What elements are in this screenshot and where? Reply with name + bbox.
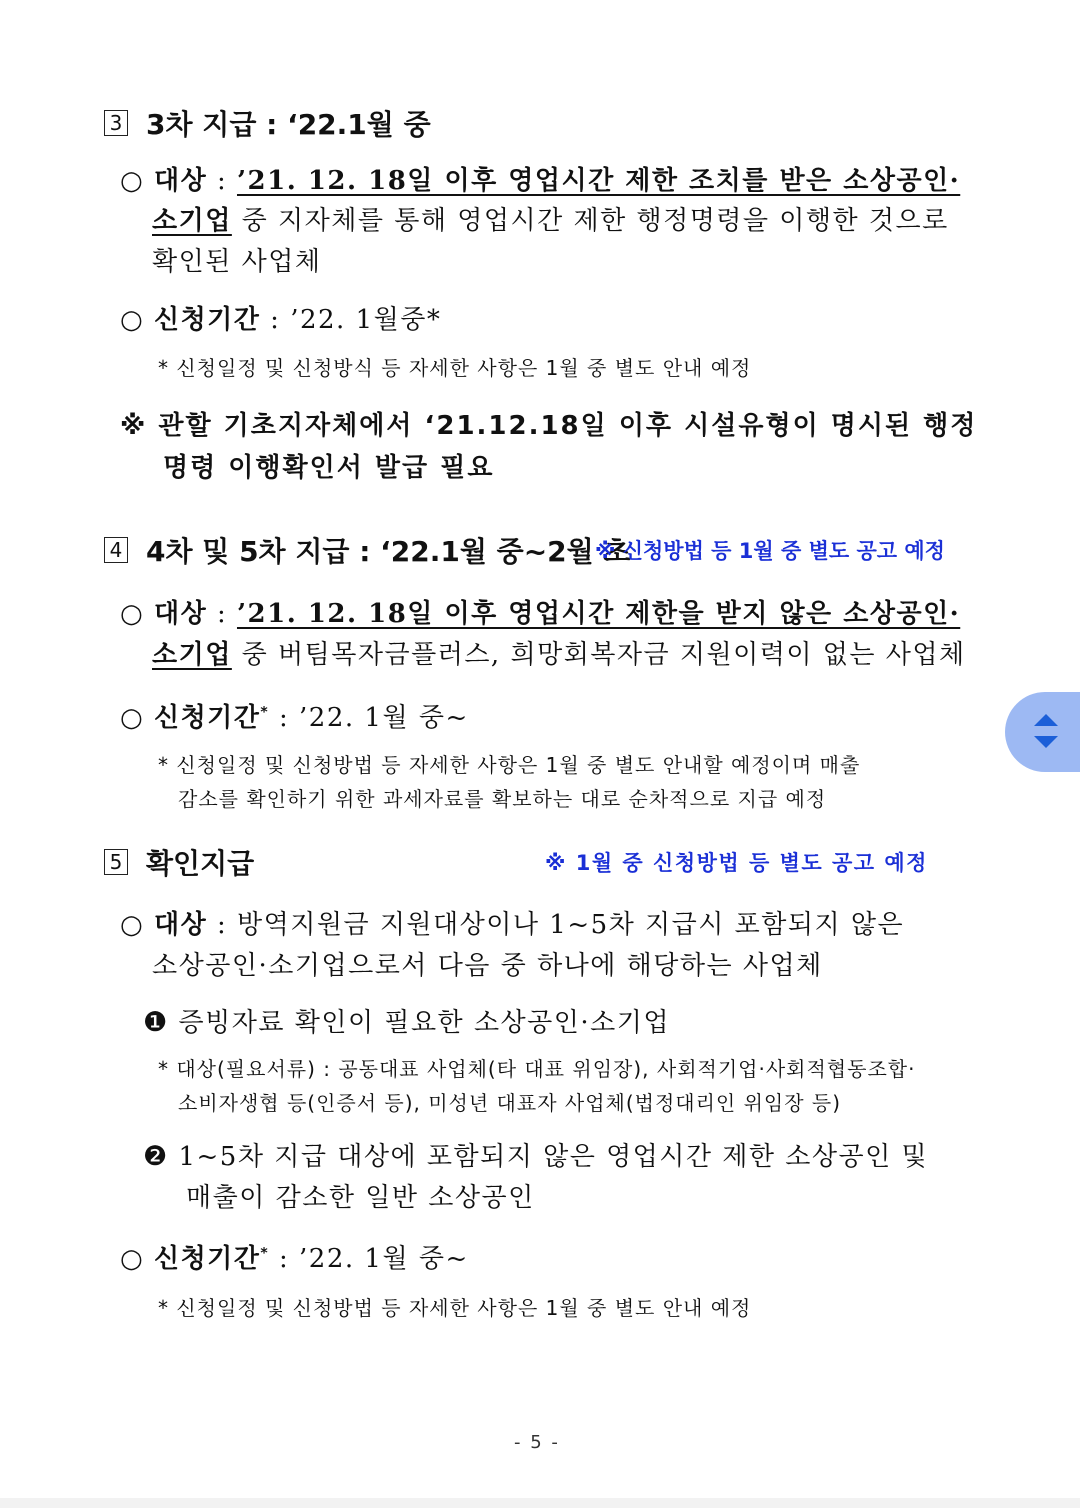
section-number-box: 3 (104, 110, 128, 136)
s3-target-line1: ○ 대상 : ’21. 12. 18일 이후 영업시간 제한 조치를 받은 소상공인· (120, 166, 961, 196)
s5-period-note: * 신청일정 및 신청방법 등 자세한 사항은 1월 중 별도 안내 예정 (158, 1296, 752, 1320)
page-number: - 5 - (514, 1432, 560, 1453)
s5-item2-line2: 매출이 감소한 일반 소상공인 (186, 1183, 535, 1213)
s4-target-line2: 소기업 중 버팀목자금플러스, 희망회복자금 지원이력이 없는 사업체 (152, 640, 966, 670)
s5-target-line2: 소상공인·소기업으로서 다음 중 하나에 해당하는 사업체 (152, 951, 823, 981)
bottom-strip (0, 1498, 1080, 1508)
section-number-box: 5 (104, 849, 128, 875)
s3-target-line2: 소기업 중 지자체를 통해 영업시간 제한 행정명령을 이행한 것으로 (152, 206, 949, 236)
s5-item1: ❶ 증빙자료 확인이 필요한 소상공인·소기업 (143, 1007, 671, 1038)
up-down-chevron-icon (1033, 712, 1059, 752)
s3-period-note: * 신청일정 및 신청방식 등 자세한 사항은 1월 중 별도 안내 예정 (158, 356, 752, 380)
s3-remark-line1: ※ 관할 기초지자체에서 ‘21.12.18일 이후 시설유형이 명시된 행정 (120, 411, 978, 441)
s3-period: ○ 신청기간 : ’22. 1월중* (120, 305, 442, 335)
s4-period: ○ 신청기간* : ’22. 1월 중~ (120, 703, 469, 733)
s5-period: ○ 신청기간* : ’22. 1월 중~ (120, 1244, 469, 1274)
section-4-heading: 4 4차 및 5차 지급 : ‘22.1월 중~2월 초 (104, 530, 631, 570)
s3-remark-line2: 명령 이행확인서 발급 필요 (163, 453, 495, 483)
s4-period-note1: * 신청일정 및 신청방법 등 자세한 사항은 1월 중 별도 안내할 예정이며 매출 (158, 753, 861, 777)
section-3-heading: 3 3차 지급 : ‘22.1월 중 (104, 103, 431, 143)
s5-item2-line1: ❷ 1~5차 지급 대상에 포함되지 않은 영업시간 제한 소상공인 및 (143, 1141, 929, 1172)
s5-item1-note1: * 대상(필요서류) : 공동대표 사업체(타 대표 위임장), 사회적기업·사회적협동조합· (158, 1057, 916, 1081)
section-5-heading: 5 확인지급 (104, 842, 254, 882)
s5-item1-note2: 소비자생협 등(인증서 등), 미성년 대표자 사업체(법정대리인 위임장 등) (178, 1091, 842, 1115)
scroll-nav-button[interactable] (1005, 692, 1080, 772)
s4-period-note2: 감소를 확인하기 위한 과세자료를 확보하는 대로 순차적으로 지급 예정 (178, 787, 827, 811)
s4-heading-note: ※ 신청방법 등 1월 중 별도 공고 예정 (595, 539, 945, 563)
s5-heading-note: ※ 1월 중 신청방법 등 별도 공고 예정 (545, 851, 928, 875)
section-number-box: 4 (104, 537, 128, 563)
s5-target-line1: ○ 대상 : 방역지원금 지원대상이나 1~5차 지급시 포함되지 않은 (120, 910, 905, 940)
item-number-2: ❷ (143, 1141, 169, 1172)
s4-target-line1: ○ 대상 : ’21. 12. 18일 이후 영업시간 제한을 받지 않은 소상공인· (120, 599, 961, 629)
s3-target-line3: 확인된 사업체 (152, 247, 322, 277)
item-number-1: ❶ (143, 1007, 169, 1038)
